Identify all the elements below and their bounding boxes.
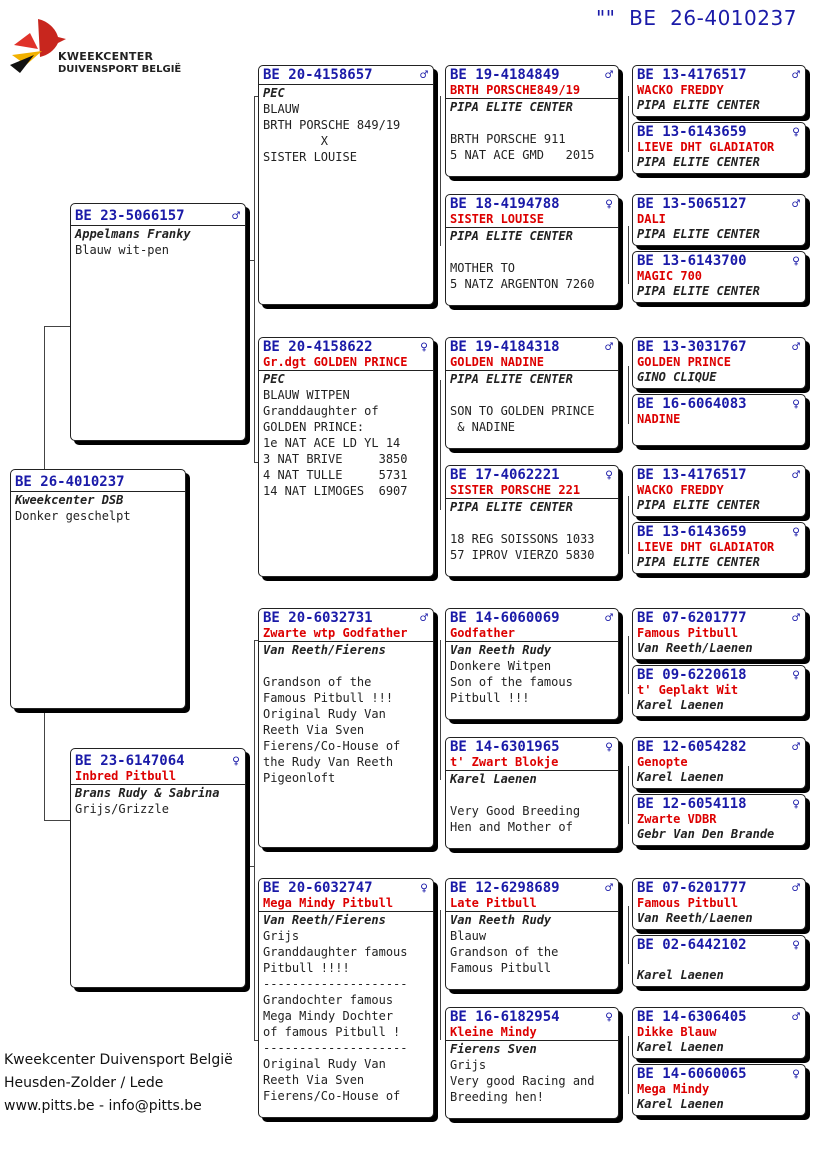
connector-line (628, 636, 629, 694)
pedigree-card-ancestor (632, 465, 806, 517)
ring-number: BE 12-6298689 (450, 880, 560, 896)
pigeon-name: SISTER PORSCHE 221 (450, 483, 581, 497)
male-icon: ♂ (420, 67, 428, 83)
female-icon: ♀ (792, 253, 800, 269)
connector-line (44, 326, 45, 470)
pedigree-card-subject (10, 469, 186, 709)
ring-number: BE 13-5065127 (637, 196, 747, 212)
female-icon: ♀ (792, 124, 800, 140)
ring-number: BE 16-6182954 (450, 1009, 560, 1025)
connector-line (628, 496, 629, 554)
card-notes: SON TO GOLDEN PRINCE & NADINE (450, 404, 595, 434)
pigeon-name: WACKO FREDDY (637, 483, 724, 497)
male-icon: ♂ (792, 1009, 800, 1025)
pedigree-card-ancestor (632, 608, 806, 660)
male-icon: ♂ (792, 739, 800, 755)
ring-number: BE 20-6032747 (263, 880, 373, 896)
pedigree-card-ancestor (632, 394, 806, 446)
card-notes: MOTHER TO 5 NATZ ARGENTON 7260 (450, 261, 595, 291)
footer-location: Heusden-Zolder / Lede (4, 1075, 164, 1091)
breeder: Van Reeth Rudy (450, 913, 552, 927)
logo-text-line2: DUIVENSPORT BELGIË (58, 64, 182, 75)
breeder: Karel Laenen (450, 772, 537, 786)
card-notes: Grijs Granddaughter famous Pitbull !!!! -------------------- Grandochter famous Mega Mindy Dochter of famous Pitbull ! -------------------- Original Rudy Van Reeth Via Sven Fierens/Co-House of (263, 929, 408, 1103)
breeder: Kweekcenter DSB (15, 493, 124, 507)
breeder: PIPA ELITE CENTER (637, 498, 760, 512)
card-notes: Grandson of the Famous Pitbull !!! Original Rudy Van Reeth Via Sven Fierens/Co-House of the Rudy Van Reeth Pigeonloft (263, 675, 401, 785)
pedigree-card-ancestor (632, 251, 806, 303)
pigeon-name: Famous Pitbull (637, 896, 739, 910)
pedigree-card-great-grandparent (445, 608, 619, 720)
breeder: PIPA ELITE CENTER (637, 155, 760, 169)
connector-line (44, 326, 70, 327)
female-icon: ♀ (792, 396, 800, 412)
pigeon-name: Zwarte wtp Godfather (263, 626, 408, 640)
logo-text-line1: KWEEKCENTER (58, 50, 154, 63)
ring-number: BE 19-4184318 (450, 339, 560, 355)
ring-number: BE 13-6143659 (637, 124, 747, 140)
breeder: Karel Laenen (637, 1040, 724, 1054)
ring-number: BE 07-6201777 (637, 610, 747, 626)
breeder: Van Reeth/Laenen (637, 911, 753, 925)
female-icon: ♀ (792, 1066, 800, 1082)
pigeon-name: DALI (637, 212, 666, 226)
breeder: Karel Laenen (637, 770, 724, 784)
pigeon-name: BRTH PORSCHE849/19 (450, 83, 581, 97)
breeder: PIPA ELITE CENTER (637, 227, 760, 241)
pedigree-card-great-grandparent (445, 194, 619, 306)
ring-number: BE 14-6306405 (637, 1009, 747, 1025)
male-icon: ♂ (420, 610, 428, 626)
pigeon-name: WACKO FREDDY (637, 83, 724, 97)
pigeon-name: GOLDEN NADINE (450, 355, 544, 369)
pedigree-card-ancestor (632, 194, 806, 246)
ring-number: BE 13-3031767 (637, 339, 747, 355)
breeder: Karel Laenen (637, 968, 724, 982)
female-icon: ♀ (605, 196, 613, 212)
ring-number: BE 13-4176517 (637, 467, 747, 483)
male-icon: ♂ (605, 339, 613, 355)
connector-line (628, 96, 629, 152)
breeder: GINO CLIQUE (637, 370, 717, 384)
connector-line (246, 260, 255, 261)
male-icon: ♂ (792, 339, 800, 355)
ring-number: BE 16-6064083 (637, 396, 747, 412)
ring-number: BE 17-4062221 (450, 467, 560, 483)
ring-number: BE 23-6147064 (75, 753, 185, 769)
breeder (633, 426, 805, 427)
card-notes: BLAUW WITPEN Granddaughter of GOLDEN PRINCE: 1e NAT ACE LD YL 14 3 NAT BRIVE 3850 4 NAT TULLE 5731 14 NAT LIMOGES 6907 (263, 388, 408, 498)
card-notes: Blauw wit-pen (75, 243, 169, 257)
card-notes: Blauw Grandson of the Famous Pitbull (450, 929, 559, 975)
pigeon-name: Zwarte VDBR (637, 812, 717, 826)
pedigree-card-great-grandparent (445, 737, 619, 849)
pedigree-card-grandparent (258, 65, 434, 305)
male-icon: ♂ (605, 610, 613, 626)
breeder: Fierens Sven (450, 1042, 537, 1056)
pedigree-card-ancestor (632, 65, 806, 117)
ring-number: BE 12-6054282 (637, 739, 747, 755)
pedigree-card-great-grandparent (445, 1007, 619, 1119)
pedigree-card-sire (70, 203, 246, 441)
pigeon-name: Mega Mindy (637, 1082, 710, 1096)
pigeon-name: t' Geplakt Wit (637, 683, 739, 697)
breeder: Brans Rudy & Sabrina (75, 786, 220, 800)
card-notes: BRTH PORSCHE 911 5 NAT ACE GMD 2015 (450, 132, 595, 162)
pedigree-card-ancestor (632, 337, 806, 389)
pedigree-card-ancestor (632, 1064, 806, 1116)
pedigree-card-great-grandparent (445, 65, 619, 177)
male-icon: ♂ (792, 67, 800, 83)
male-icon: ♂ (792, 610, 800, 626)
card-notes: Grijs Very good Racing and Breeding hen! (450, 1058, 595, 1104)
connector-line (440, 910, 441, 1040)
male-icon: ♂ (232, 208, 240, 224)
pigeon-name: NADINE (637, 412, 681, 426)
pedigree-card-dam (70, 748, 246, 988)
pedigree-card-ancestor (632, 737, 806, 789)
breeder: Van Reeth/Fierens (263, 913, 386, 927)
breeder: PIPA ELITE CENTER (450, 229, 573, 243)
breeder: PIPA ELITE CENTER (450, 372, 573, 386)
male-icon: ♂ (605, 67, 613, 83)
connector-line (628, 366, 629, 424)
female-icon: ♀ (792, 524, 800, 540)
page-title: "" BE 26-4010237 (596, 6, 797, 30)
pigeon-name: t' Zwart Blokje (450, 755, 559, 769)
female-icon: ♀ (605, 1009, 613, 1025)
ring-number: BE 20-4158657 (263, 67, 373, 83)
ring-number: BE 14-6060065 (637, 1066, 747, 1082)
breeder: PEC (263, 372, 285, 386)
pigeon-name: GOLDEN PRINCE (637, 355, 731, 369)
footer-company: Kweekcenter Duivensport België (4, 1052, 233, 1068)
connector-line (254, 96, 255, 462)
pedigree-card-ancestor (632, 665, 806, 717)
pigeon-name: Late Pitbull (450, 896, 537, 910)
breeder: Gebr Van Den Brande (637, 827, 775, 841)
breeder: PIPA ELITE CENTER (450, 500, 573, 514)
pedigree-card-ancestor (632, 794, 806, 846)
ring-number: BE 18-4194788 (450, 196, 560, 212)
card-notes: Donker geschelpt (15, 509, 131, 523)
breeder: Karel Laenen (637, 1097, 724, 1111)
pigeon-name: Mega Mindy Pitbull (263, 896, 394, 910)
female-icon: ♀ (420, 880, 428, 896)
female-icon: ♀ (792, 937, 800, 953)
pigeon-name: MAGIC 700 (637, 269, 703, 283)
ring-number: BE 12-6054118 (637, 796, 747, 812)
pedigree-card-ancestor (632, 522, 806, 574)
ring-number: BE 20-6032731 (263, 610, 373, 626)
connector-line (628, 906, 629, 964)
ring-number: BE 09-6220618 (637, 667, 747, 683)
pedigree-card-ancestor (632, 935, 806, 987)
connector-line (440, 380, 441, 510)
card-notes: Donkere Witpen Son of the famous Pitbull !!! (450, 659, 573, 705)
pigeon-name: Kleine Mindy (450, 1025, 537, 1039)
breeder: PIPA ELITE CENTER (637, 555, 760, 569)
pigeon-name: Dikke Blauw (637, 1025, 717, 1039)
pigeon-name: Gr.dgt GOLDEN PRINCE (263, 355, 408, 369)
pigeon-name: Famous Pitbull (637, 626, 739, 640)
female-icon: ♀ (420, 339, 428, 355)
ring-number: BE 07-6201777 (637, 880, 747, 896)
ring-number: BE 14-6060069 (450, 610, 560, 626)
pedigree-card-ancestor (632, 122, 806, 174)
connector-line (440, 96, 441, 246)
pedigree-card-grandparent (258, 608, 434, 848)
ring-number: BE 13-6143700 (637, 253, 747, 269)
pedigree-card-grandparent (258, 878, 434, 1118)
card-notes: 18 REG SOISSONS 1033 57 IPROV VIERZO 5830 (450, 532, 595, 562)
ring-number: BE 02-6442102 (637, 937, 747, 953)
breeder: Van Reeth/Laenen (637, 641, 753, 655)
female-icon: ♀ (605, 467, 613, 483)
pedigree-card-great-grandparent (445, 337, 619, 449)
female-icon: ♀ (792, 667, 800, 683)
breeder: PIPA ELITE CENTER (450, 100, 573, 114)
pigeon-name: Genopte (637, 755, 688, 769)
breeder: Van Reeth/Fierens (263, 643, 386, 657)
pigeon-name: Godfather (450, 626, 516, 640)
male-icon: ♂ (792, 196, 800, 212)
breeder: Van Reeth Rudy (450, 643, 552, 657)
card-notes: Very Good Breeding Hen and Mother of (450, 804, 581, 834)
pigeon-name: SISTER LOUISE (450, 212, 544, 226)
card-notes: BLAUW BRTH PORSCHE 849/19 X SISTER LOUISE (263, 102, 401, 164)
ring-number: BE 20-4158622 (263, 339, 373, 355)
pigeon-name: LIEVE DHT GLADIATOR (637, 540, 775, 554)
female-icon: ♀ (605, 739, 613, 755)
breeder: PIPA ELITE CENTER (637, 284, 760, 298)
pedigree-card-grandparent (258, 337, 434, 577)
male-icon: ♂ (792, 880, 800, 896)
breeder: Karel Laenen (637, 698, 724, 712)
connector-line (44, 820, 70, 821)
ring-number: BE 23-5066157 (75, 208, 185, 224)
connector-line (44, 710, 45, 820)
male-icon: ♂ (792, 467, 800, 483)
connector-line (628, 1036, 629, 1094)
pigeon-name: LIEVE DHT GLADIATOR (637, 140, 775, 154)
pigeon-name (633, 953, 805, 967)
male-icon: ♂ (605, 880, 613, 896)
connector-line (628, 766, 629, 824)
connector-line (628, 226, 629, 284)
connector-line (254, 640, 255, 1040)
pedigree-card-great-grandparent (445, 465, 619, 577)
ring-number: BE 13-6143659 (637, 524, 747, 540)
pedigree-card-ancestor (632, 1007, 806, 1059)
breeder: PIPA ELITE CENTER (637, 98, 760, 112)
connector-line (440, 640, 441, 780)
ring-number: BE 13-4176517 (637, 67, 747, 83)
connector-line (246, 866, 255, 867)
card-notes: Grijs/Grizzle (75, 802, 169, 816)
footer-contact-link[interactable]: www.pitts.be - info@pitts.be (4, 1098, 202, 1114)
pedigree-card-great-grandparent (445, 878, 619, 990)
breeder: Appelmans Franky (75, 227, 191, 241)
female-icon: ♀ (792, 796, 800, 812)
ring-number: BE 14-6301965 (450, 739, 560, 755)
pigeon-name: Inbred Pitbull (75, 769, 177, 783)
pedigree-card-ancestor (632, 878, 806, 930)
female-icon: ♀ (232, 753, 240, 769)
ring-number: BE 19-4184849 (450, 67, 560, 83)
ring-number: BE 26-4010237 (15, 474, 125, 490)
breeder: PEC (263, 86, 285, 100)
